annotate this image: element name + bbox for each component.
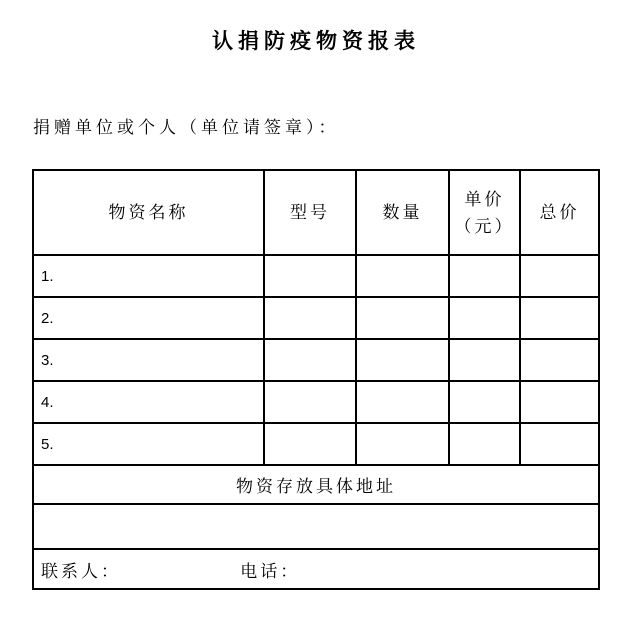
contact-cell [33,549,599,589]
col-header-material-name: 物资名称 [33,170,264,255]
row-4-total-price-cell [520,381,599,423]
col-header-quantity: 数量 [356,170,449,255]
row-1-total-price-cell [520,255,599,297]
row-3-quantity-cell [356,339,449,381]
row-3-unit-price-cell [449,339,520,381]
row-1-quantity-cell [356,255,449,297]
contact-row [33,549,599,589]
row-2-quantity-cell [356,297,449,339]
row-5-unit-price-cell [449,423,520,465]
row-2-model-cell [264,297,356,339]
form-title: 认捐防疫物资报表 [212,29,420,53]
row-2-total-price-cell [520,297,599,339]
row-5-model-cell [264,423,356,465]
table-header-row [33,170,599,255]
row-3-number-cell: 3. [33,339,264,381]
row-4-number-cell: 4. [33,381,264,423]
address-header-cell: 物资存放具体地址 [33,465,599,504]
address-value-cell [33,504,599,549]
row-5-total-price-cell [520,423,599,465]
row-1-number-cell: 1. [33,255,264,297]
unit-price-label-line1: 单价 [464,189,505,209]
unit-price-label-line2: （元） [454,216,515,236]
table-row-4 [33,381,599,423]
col-header-total-price: 总价 [520,170,599,255]
row-4-model-cell [264,381,356,423]
row-1-unit-price-cell [449,255,520,297]
col-header-unit-price [449,170,520,255]
col-header-model: 型号 [264,170,356,255]
row-3-total-price-cell [520,339,599,381]
address-value-row [33,504,599,549]
row-4-unit-price-cell [449,381,520,423]
row-5-quantity-cell [356,423,449,465]
table-row-2 [33,297,599,339]
materials-table [32,169,600,590]
donor-label: 捐赠单位或个人（单位请签章）： [33,118,340,137]
row-4-quantity-cell [356,381,449,423]
table-row-3 [33,339,599,381]
row-1-model-cell [264,255,356,297]
row-2-number-cell: 2. [33,297,264,339]
address-header-row [33,465,599,504]
table-row-1 [33,255,599,297]
row-2-unit-price-cell [449,297,520,339]
contact-person-label: 联系人： [41,561,121,581]
row-3-model-cell [264,339,356,381]
row-5-number-cell: 5. [33,423,264,465]
phone-label: 电话： [240,561,301,581]
table-row-5 [33,423,599,465]
